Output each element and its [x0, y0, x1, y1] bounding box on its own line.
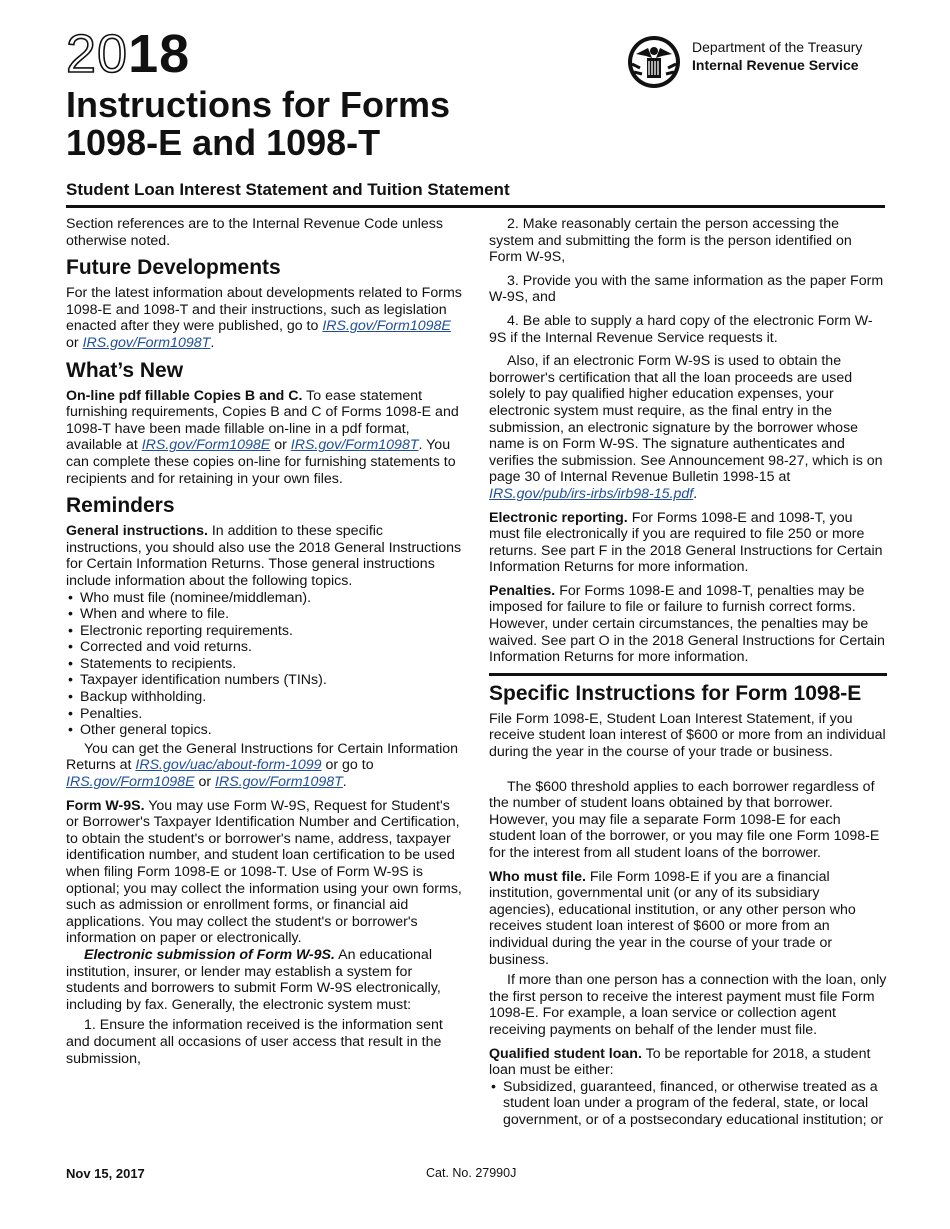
- right-column: [489, 216, 887, 1131]
- threshold-text: The $600 threshold applies to each borrower regardless of the number of student loans obtained by that borrower. However, you may file a separate Form 1098-E for each student loan of the borrower, or you may file one Form 1098-E for the interest from all student loans of the borrower.: [489, 778, 880, 861]
- page-subtitle: Student Loan Interest Statement and Tuition Statement: [66, 180, 885, 208]
- first-person-text: If more than one person has a connection with the loan, only the first person to receive the interest payment must file Form 1098-E. For example, a loan service or collection agent receiving payments on behalf of the lender must file.: [489, 972, 887, 1038]
- irb98-15-link[interactable]: IRS.gov/pub/irs-irbs/irb98-15.pdf: [489, 485, 694, 502]
- catalog-number: Cat. No. 27990J: [426, 1166, 517, 1180]
- list-item: • When and where to file.: [66, 606, 462, 623]
- penalties-text: Penalties. For Forms 1098-E and 1098-T, penalties may be imposed for failure to file or failure to furnish correct forms. However, under certain circumstances, the penalties may be waived. See part O in the 2018 General Instructions for Certain Information Returns for more information.: [489, 582, 885, 666]
- page-title: [66, 86, 626, 162]
- left-column: [66, 216, 462, 1074]
- qualified-loan-text: Qualified student loan. To be reportable for 2018, a student loan must be either:: [489, 1045, 871, 1079]
- agency-irs: Internal Revenue Service: [692, 57, 859, 73]
- year-outline: 20: [66, 24, 129, 84]
- list-item: • Corrected and void returns.: [66, 639, 462, 656]
- irs-form1098t-link[interactable]: IRS.gov/Form1098T: [215, 774, 343, 791]
- electronic-reporting-text: Electronic reporting. For Forms 1098-E and 1098-T, you must file electronically if you are required to file 250 or more returns. See part F in the 2018 General Instructions for Certain Information Returns for more information.: [489, 509, 883, 576]
- form-w9s-text: Form W-9S. You may use Form W-9S, Request for Student's or Borrower's Taxpayer Identification Number and Certification, to obtain the student's or borrower's name, address, taxpayer identification number, and student loan certification to be used when filing Form 1098-E or 1098-T. Use of Form W-9S is optional; you may collect the information using your own forms, such as admission or enrollment forms, or financial aid applications. You may collect the student's or borrower's information on paper or electronically.: [66, 797, 462, 947]
- future-developments-text: For the latest information about developments related to Forms 1098-E and 1098-T and their instructions, such as legislation enacted after they were published, go to IRS.gov/Form1098E or IRS.gov/Form1098T.: [66, 285, 462, 351]
- reminders-heading: Reminders: [66, 494, 175, 518]
- general-instructions-text: General instructions. In addition to these specific instructions, you should also use the 2018 General Instructions for Certain Information Returns. Those general instructions include information about the following topics.: [66, 523, 462, 589]
- get-general-instructions-text: You can get the General Instructions for Certain Information Returns at IRS.gov/uac/about-form-1099 or go to IRS.gov/Form1098E or IRS.gov/Form1098T.: [66, 740, 459, 791]
- file-form-text: File Form 1098-E, Student Loan Interest Statement, if you receive student loan interest of $600 or more from an individual during the year in the course of your trade or business.: [489, 710, 886, 761]
- list-item: • Other general topics.: [66, 722, 462, 739]
- qualified-loan-list: [489, 1079, 887, 1129]
- list-item: • Statements to recipients.: [66, 656, 462, 673]
- year-bold: 18: [128, 24, 191, 84]
- requirement-item-3: 3. Provide you with the same information as the paper Form W-9S, and: [489, 272, 884, 306]
- form-year: [66, 26, 190, 82]
- irs-form1098t-link[interactable]: IRS.gov/Form1098T: [290, 437, 419, 454]
- who-must-file-text: Who must file. File Form 1098-E if you are a financial institution, governmental unit (or any of its subsidiary agencies), educational institution, or any other person who receives student loan interest of $600 or more from an individual during the year in the course of your trade or business.: [489, 868, 856, 968]
- requirement-item-2: 2. Make reasonably certain the person accessing the system and submitting the form is the person identified on Form W-9S,: [489, 216, 852, 266]
- irs-form1098e-link[interactable]: IRS.gov/Form1098E: [66, 774, 195, 791]
- electronic-submission-text: Electronic submission of Form W-9S. An educational institution, insurer, or lender may establish a system for students and borrowers to submit Form W-9S electronically, including by fax. Generally, the electronic system must:: [66, 946, 441, 1013]
- intro-text: Section references are to the Internal Revenue Code unless otherwise noted.: [66, 216, 443, 249]
- online-fillable-text: On-line pdf fillable Copies B and C. To ease statement furnishing requirements, Copies B and C of Forms 1098-E and 1098-T have been made fillable on-line in a pdf format, available at IRS.gov/Form1098E or IRS.gov/Form1098T. You can complete these copies on-line for furnishing statements to recipients and for retaining in your own files.: [66, 387, 459, 487]
- list-item: • Subsidized, guaranteed, financed, or otherwise treated as a student loan under a program of the federal, state, or local government, or of a postsecondary educational institution; or: [489, 1079, 887, 1129]
- requirement-item-1: 1. Ensure the information received is the information sent and document all occasions of user access that result in the submission,: [66, 1017, 443, 1067]
- list-item: • Backup withholding.: [66, 689, 462, 706]
- irs-about-form-1099-link[interactable]: IRS.gov/uac/about-form-1099: [135, 757, 322, 774]
- list-item: • Electronic reporting requirements.: [66, 623, 462, 640]
- irs-form1098e-link[interactable]: IRS.gov/Form1098E: [141, 437, 271, 454]
- title-line-2: 1098-E and 1098-T: [66, 122, 381, 163]
- irs-form1098e-link[interactable]: IRS.gov/Form1098E: [322, 318, 451, 335]
- revision-date: Nov 15, 2017: [66, 1166, 145, 1181]
- specific-instructions-heading: Specific Instructions for Form 1098-E: [489, 681, 862, 705]
- agency-department: Department of the Treasury: [692, 39, 863, 55]
- agency-block: [626, 34, 862, 90]
- future-developments-heading: Future Developments: [66, 256, 281, 280]
- irs-eagle-logo-icon: [626, 34, 686, 90]
- list-item: • Who must file (nominee/middleman).: [66, 590, 462, 607]
- list-item: • Penalties.: [66, 706, 462, 723]
- title-line-1: Instructions for Forms: [66, 84, 451, 125]
- list-item: • Taxpayer identification numbers (TINs).: [66, 672, 462, 689]
- irs-form1098t-link[interactable]: IRS.gov/Form1098T: [82, 334, 211, 351]
- electronic-signature-text: Also, if an electronic Form W-9S is used to obtain the borrower's certification that all the loan proceeds are used solely to pay qualified higher education expenses, your electronic system must require, as the final entry in the submission, an electronic signature by the borrower whose name is on Form W-9S. The signature authenticates and verifies the submission. See Announcement 98-27, which is on page 30 of Internal Revenue Bulletin 1998-15 at IRS.gov/pub/irs-irbs/irb98-15.pdf.: [489, 353, 883, 502]
- section-divider: [489, 673, 887, 676]
- requirement-item-4: 4. Be able to supply a hard copy of the electronic Form W-9S if the Internal Revenue Service requests it.: [489, 312, 873, 346]
- whats-new-heading: What’s New: [66, 358, 184, 382]
- topics-list: [66, 590, 462, 739]
